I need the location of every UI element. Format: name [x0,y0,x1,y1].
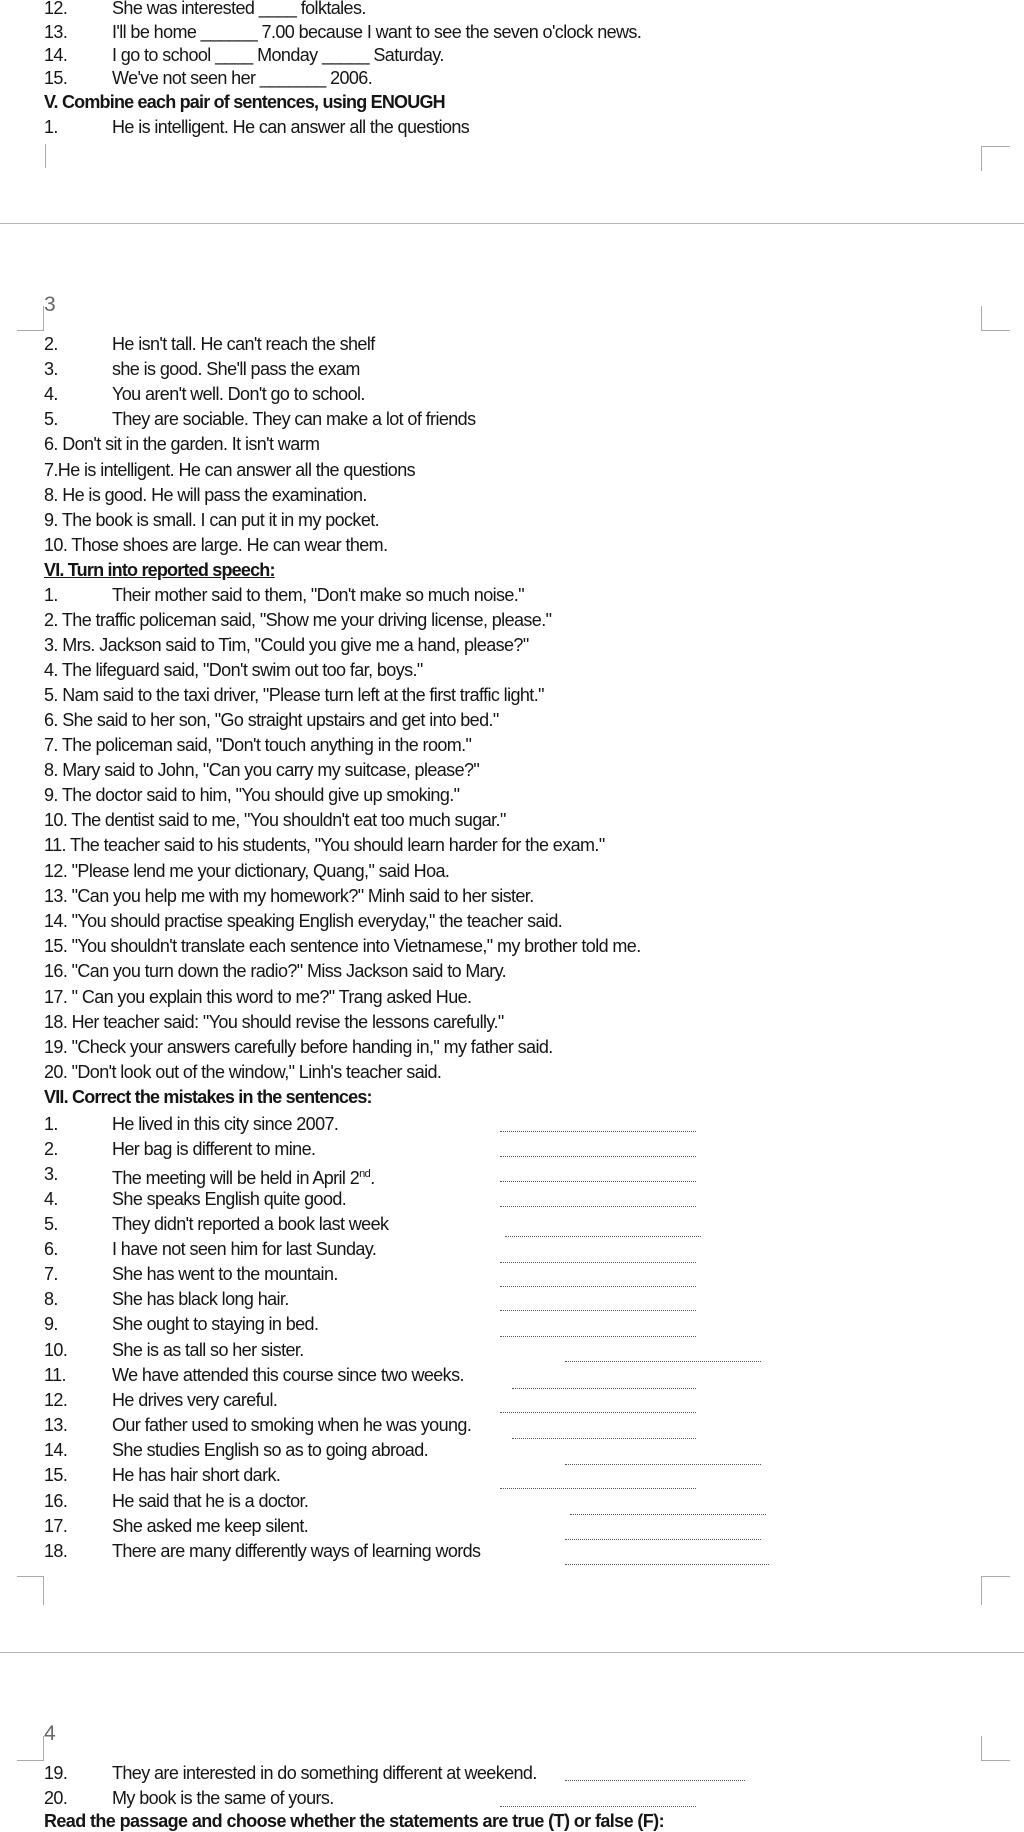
list-item: 12. "Please lend me your dictionary, Quang," said Hoa. [44,861,450,881]
page-corner-mark [17,1736,44,1761]
item-number: 13. [44,1415,68,1435]
item-text: she is good. She'll pass the exam [112,359,360,379]
answer-blank [565,1780,745,1781]
item-number: 12. [44,1390,68,1410]
item-number: 3. [44,1164,58,1184]
item-number: 11. [44,1365,66,1385]
list-item: 6. Don't sit in the garden. It isn't warm [44,434,320,454]
item-text: Our father used to smoking when he was young. [112,1415,472,1435]
item-text: He lived in this city since 2007. [112,1114,339,1134]
answer-blank [512,1388,696,1389]
answer-blank [512,1438,696,1439]
item-number: 17. [44,1516,68,1536]
item-text: He has hair short dark. [112,1465,281,1485]
item-number: 2. [44,334,58,354]
list-item: 16. "Can you turn down the radio?" Miss Jackson said to Mary. [44,961,507,981]
item-number: 2. [44,1139,58,1159]
section-heading-vi: VI. Turn into reported speech: [44,560,275,580]
item-text: There are many differently ways of learning words [112,1541,481,1561]
section-heading-v: V. Combine each pair of sentences, using ENOUGH [44,92,445,112]
item-number: 14. [44,1440,68,1460]
answer-blank [565,1361,761,1362]
list-item: 7. The policeman said, "Don't touch anything in the room." [44,735,472,755]
item-number: 14. [44,45,68,65]
passage-instruction: Read the passage and choose whether the statements are true (T) or false (F): [44,1811,664,1831]
item-number: 9. [44,1314,58,1334]
item-number: 5. [44,1214,58,1234]
item-text: They are sociable. They can make a lot of friends [112,409,476,429]
page-corner-mark [981,146,1010,171]
list-item: 7.He is intelligent. He can answer all the questions [44,460,416,480]
item-text: We have attended this course since two weeks. [112,1365,464,1385]
list-item: 3. Mrs. Jackson said to Tim, "Could you give me a hand, please?" [44,635,529,655]
item-text: He said that he is a doctor. [112,1491,309,1511]
item-number: 15. [44,68,68,88]
item-text: They didn't reported a book last week [112,1214,389,1234]
item-number: 18. [44,1541,68,1561]
page-corner-mark [981,1736,1010,1761]
answer-blank [500,1286,696,1287]
item-number: 12. [44,0,68,18]
item-text: She asked me keep silent. [112,1516,309,1536]
item-number: 13. [44,22,68,42]
item-text: He is intelligent. He can answer all the questions [112,117,470,137]
page-corner-mark [17,144,46,168]
answer-blank [500,1131,696,1132]
answer-blank [570,1514,766,1515]
item-text: He isn't tall. He can't reach the shelf [112,334,375,354]
item-text: I go to school ____ Monday _____ Saturday. [112,45,444,65]
section-heading-vii: VII. Correct the mistakes in the sentences: [44,1087,372,1107]
answer-blank [500,1310,696,1311]
page-number: 4 [44,1722,56,1745]
item-number: 1. [44,1114,58,1134]
list-item: 15. "You shouldn't translate each sentence into Vietnamese," my brother told me. [44,936,641,956]
page-corner-mark [981,306,1010,331]
page-break [0,223,1024,224]
item-number: 1. [44,117,58,137]
answer-blank [500,1806,696,1807]
page-break [0,1652,1024,1653]
item-text: We've not seen her _______ 2006. [112,68,373,88]
list-item: 8. Mary said to John, "Can you carry my suitcase, please?" [44,760,480,780]
list-item: 10. The dentist said to me, "You shouldn't eat too much sugar." [44,810,506,830]
item-number: 10. [44,1340,68,1360]
item-text: The meeting will be held in April 2nd. [112,1168,375,1188]
page-corner-mark [17,306,44,331]
item-number: 3. [44,359,58,379]
item-text: My book is the same of yours. [112,1788,334,1808]
list-item: 9. The doctor said to him, "You should give up smoking." [44,785,460,805]
answer-blank [500,1488,696,1489]
item-number: 8. [44,1289,58,1309]
item-text: She ought to staying in bed. [112,1314,319,1334]
answer-blank [565,1464,761,1465]
item-text: Their mother said to them, "Don't make so much noise." [112,585,525,605]
item-text: You aren't well. Don't go to school. [112,384,365,404]
item-number: 15. [44,1465,68,1485]
item-number: 1. [44,585,58,605]
item-number: 6. [44,1239,58,1259]
list-item: 11. The teacher said to his students, "You should learn harder for the exam." [44,835,605,855]
item-text: She is as tall so her sister. [112,1340,304,1360]
answer-blank [500,1412,696,1413]
answer-blank [500,1336,696,1337]
item-number: 19. [44,1763,68,1783]
list-item: 20. "Don't look out of the window," Linh's teacher said. [44,1062,442,1082]
page-corner-mark [17,1576,44,1605]
list-item: 18. Her teacher said: "You should revise the lessons carefully." [44,1012,504,1032]
item-text: She was interested ____ folktales. [112,0,366,18]
item-text: She has went to the mountain. [112,1264,338,1284]
answer-blank [500,1262,696,1263]
list-item: 6. She said to her son, "Go straight upstairs and get into bed." [44,710,499,730]
item-number: 4. [44,384,58,404]
item-number: 7. [44,1264,58,1284]
answer-blank [500,1181,696,1182]
item-text: I'll be home ______ 7.00 because I want to see the seven o'clock news. [112,22,642,42]
item-text: They are interested in do something different at weekend. [112,1763,537,1783]
list-item: 5. Nam said to the taxi driver, "Please turn left at the first traffic light." [44,685,544,705]
list-item: 10. Those shoes are large. He can wear them. [44,535,388,555]
page-corner-mark [981,1576,1010,1605]
page-number: 3 [44,293,56,316]
item-text: She speaks English quite good. [112,1189,347,1209]
answer-blank [565,1564,769,1565]
list-item: 17. " Can you explain this word to me?" Trang asked Hue. [44,987,472,1007]
answer-blank [500,1156,696,1157]
list-item: 4. The lifeguard said, "Don't swim out too far, boys." [44,660,423,680]
list-item: 9. The book is small. I can put it in my pocket. [44,510,380,530]
item-number: 5. [44,409,58,429]
answer-blank [565,1539,761,1540]
item-text: Her bag is different to mine. [112,1139,316,1159]
item-text: She studies English so as to going abroad. [112,1440,429,1460]
item-text: He drives very careful. [112,1390,278,1410]
answer-blank [505,1236,701,1237]
answer-blank [500,1206,696,1207]
item-text: I have not seen him for last Sunday. [112,1239,377,1259]
list-item: 2. The traffic policeman said, "Show me your driving license, please." [44,610,552,630]
list-item: 8. He is good. He will pass the examination. [44,485,367,505]
list-item: 19. "Check your answers carefully before handing in," my father said. [44,1037,553,1057]
item-number: 16. [44,1491,68,1511]
item-number: 20. [44,1788,68,1808]
item-number: 4. [44,1189,58,1209]
list-item: 14. "You should practise speaking English everyday," the teacher said. [44,911,563,931]
item-text: She has black long hair. [112,1289,289,1309]
list-item: 13. "Can you help me with my homework?" Minh said to her sister. [44,886,534,906]
